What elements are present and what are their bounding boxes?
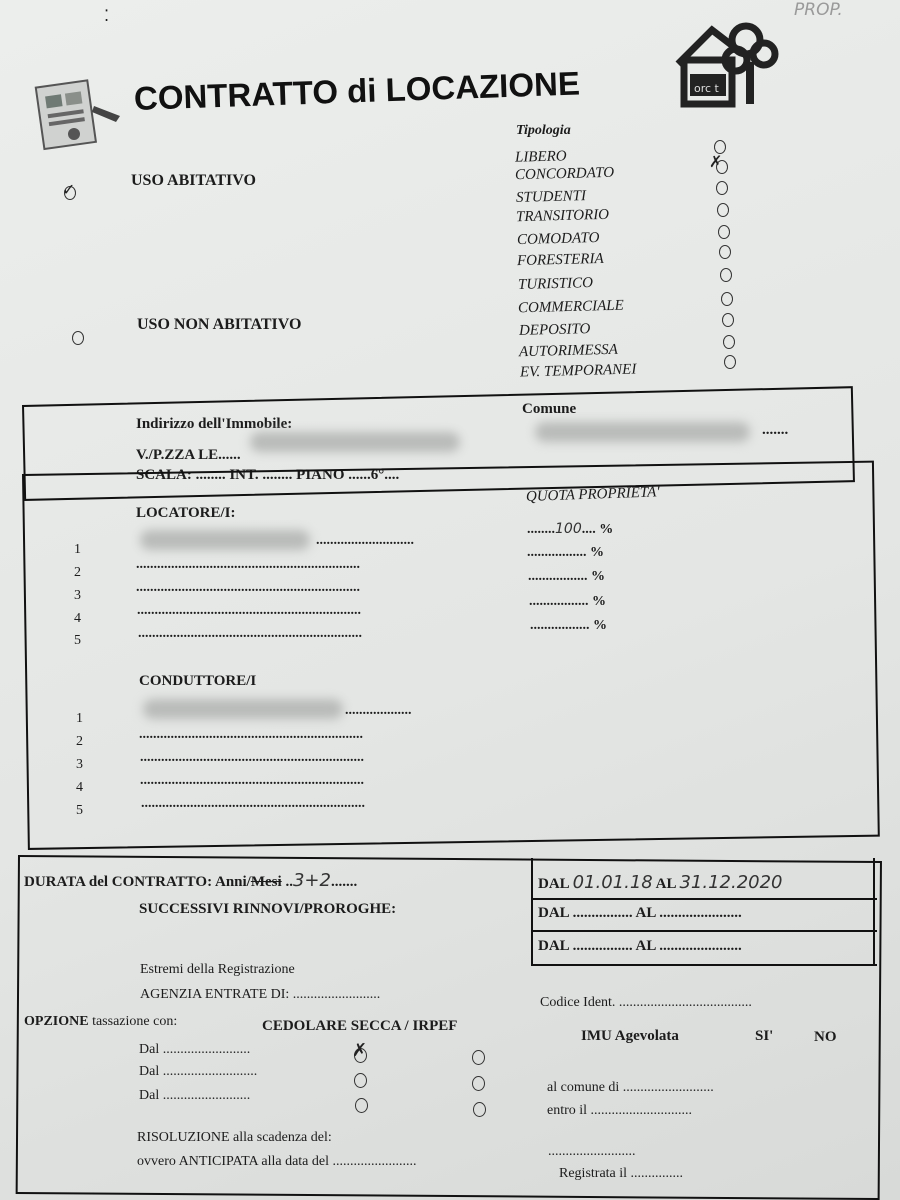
opzione-dal-3: Dal ......................... bbox=[139, 1088, 251, 1103]
opzione-row bbox=[24, 1014, 177, 1030]
top-dots: ⁚ bbox=[104, 8, 110, 25]
radio-cedolare-3[interactable] bbox=[355, 1098, 368, 1113]
document-title: CONTRATTO di LOCAZIONE bbox=[133, 64, 581, 117]
uso-abitativo-label: USO ABITATIVO bbox=[131, 172, 256, 189]
radio-irpef-1[interactable] bbox=[472, 1050, 485, 1065]
quota-heading: QUOTA PROPRIETA' bbox=[525, 484, 660, 505]
tipologia-turistico: TURISTICO bbox=[517, 275, 594, 293]
quota-handwritten-1: 100 bbox=[555, 521, 582, 537]
quota-value-1: ........ bbox=[527, 522, 555, 537]
radio-irpef-2[interactable] bbox=[472, 1076, 485, 1091]
comune-label: Comune bbox=[522, 401, 577, 417]
durata-divider bbox=[531, 858, 533, 966]
radio-autorimessa[interactable] bbox=[723, 335, 735, 349]
conduttore-row-num-3: 3 bbox=[76, 757, 83, 772]
conduttore-row-dots-1: ................... bbox=[345, 703, 412, 718]
risoluzione-label: RISOLUZIONE alla scadenza del: bbox=[137, 1130, 332, 1145]
conduttore-row-dots-4: ................................................................ bbox=[140, 773, 364, 788]
conduttore-row-dots-2: ................................................................ bbox=[139, 727, 363, 742]
quota-suffix-1: .... % bbox=[581, 522, 614, 537]
checkmark-uso-abitativo-icon: ✓ bbox=[62, 180, 76, 199]
rinnovi-label: SUCCESSIVI RINNOVI/PROROGHE: bbox=[139, 901, 397, 917]
codice-ident-label: Codice Ident. ...................................... bbox=[540, 995, 752, 1010]
dal-divider-2 bbox=[531, 930, 877, 932]
comune-dots: ....... bbox=[762, 422, 789, 438]
durata-row bbox=[24, 870, 357, 891]
conduttore-row-dots-3: ................................................................ bbox=[140, 750, 364, 765]
radio-uso-non-abitativo[interactable] bbox=[72, 331, 84, 345]
uso-non-abitativo-label: USO NON ABITATIVO bbox=[137, 316, 302, 333]
durata-dots-pre: .. bbox=[281, 874, 293, 890]
locatore-row-dots-1: ............................ bbox=[316, 533, 414, 548]
dal-value-1: 01.01.18 bbox=[572, 872, 653, 893]
dal-divider-3 bbox=[531, 964, 877, 966]
al-value-1: 31.12.2020 bbox=[679, 872, 783, 893]
imu-si-label: SI' bbox=[755, 1028, 774, 1044]
dal-row-1 bbox=[538, 872, 783, 893]
tipologia-comodato: COMODATO bbox=[516, 229, 600, 249]
cedolare-label: CEDOLARE SECCA / IRPEF bbox=[262, 1018, 458, 1034]
conduttore-heading: CONDUTTORE/I bbox=[139, 673, 257, 689]
risoluzione-dots: ......................... bbox=[548, 1144, 636, 1159]
entro-il-label: entro il ............................. bbox=[547, 1103, 693, 1118]
redacted-locatore bbox=[140, 530, 310, 550]
durata-mesi-struck: Mesi bbox=[250, 874, 282, 890]
opzione-dal-2: Dal ........................... bbox=[139, 1064, 258, 1079]
quota-row-3: ................. % bbox=[528, 569, 605, 584]
tipologia-deposito: DEPOSITO bbox=[518, 321, 591, 339]
locatore-row-dots-3: ................................................................ bbox=[136, 580, 360, 595]
tassazione-label: tassazione con: bbox=[88, 1014, 178, 1029]
redacted-conduttore bbox=[143, 699, 343, 719]
locatore-row-dots-5: ................................................................ bbox=[138, 626, 362, 641]
conduttore-row-num-2: 2 bbox=[76, 734, 83, 749]
radio-studenti[interactable] bbox=[716, 181, 728, 195]
indirizzo-label: Indirizzo dell'Immobile: bbox=[136, 416, 293, 432]
dal-label-1: DAL bbox=[538, 876, 573, 892]
dal-row-2: DAL ................ AL ...................... bbox=[538, 905, 742, 921]
tipologia-libero: LIBERO bbox=[514, 148, 567, 166]
logo-text: orc t bbox=[694, 82, 719, 95]
radio-commerciale[interactable] bbox=[721, 292, 733, 306]
quota-row-4: ................. % bbox=[529, 594, 606, 609]
conduttore-row-num-5: 5 bbox=[76, 803, 83, 818]
locatore-row-dots-4: ................................................................ bbox=[137, 603, 361, 618]
anticipata-label: ovvero ANTICIPATA alla data del ........................ bbox=[137, 1154, 417, 1169]
conduttore-row-num-1: 1 bbox=[76, 711, 83, 726]
dal-right-edge bbox=[873, 858, 875, 966]
scala-line: SCALA: ........ INT. ........ PIANO ......6°.... bbox=[136, 467, 400, 483]
registrata-il-label: Registrata il ............... bbox=[559, 1166, 684, 1181]
tipologia-commerciale: COMMERCIALE bbox=[517, 297, 625, 317]
radio-ev-temporanei[interactable] bbox=[724, 355, 736, 369]
locatore-row-num-3: 3 bbox=[74, 588, 81, 603]
locatore-row-num-5: 5 bbox=[74, 633, 81, 648]
opzione-label: OPZIONE bbox=[24, 1014, 89, 1029]
dal-row-3: DAL ................ AL ...................... bbox=[538, 938, 742, 954]
quota-row-2: ................. % bbox=[527, 545, 604, 560]
checkmark-concordato-icon: ✗ bbox=[709, 152, 723, 171]
contract-clipart-icon bbox=[34, 76, 126, 152]
radio-irpef-3[interactable] bbox=[473, 1102, 486, 1117]
tipologia-transitorio: TRANSITORIO bbox=[515, 206, 610, 226]
tipologia-studenti: STUDENTI bbox=[515, 188, 587, 206]
imu-no-label: NO bbox=[814, 1029, 837, 1045]
locatore-row-dots-2: ................................................................ bbox=[136, 557, 360, 572]
radio-comodato[interactable] bbox=[718, 225, 730, 239]
al-label-1: AL bbox=[652, 876, 680, 892]
locatore-row-num-2: 2 bbox=[74, 565, 81, 580]
radio-turistico[interactable] bbox=[720, 268, 732, 282]
tipologia-concordato: CONCORDATO bbox=[514, 164, 615, 184]
tipologia-autorimessa: AUTORIMESSA bbox=[518, 341, 619, 361]
radio-transitorio[interactable] bbox=[717, 203, 729, 217]
opzione-dal-1: Dal ......................... bbox=[139, 1042, 251, 1057]
redacted-comune bbox=[535, 422, 750, 442]
imu-label: IMU Agevolata bbox=[581, 1028, 679, 1044]
durata-value: 3+2 bbox=[292, 870, 331, 891]
agenzia-label: AGENZIA ENTRATE DI: ......................... bbox=[140, 987, 381, 1002]
radio-cedolare-2[interactable] bbox=[354, 1073, 367, 1088]
radio-foresteria[interactable] bbox=[719, 245, 731, 259]
durata-anni: Anni/ bbox=[215, 874, 251, 890]
quota-row-1 bbox=[527, 521, 613, 538]
locatore-heading: LOCATORE/I: bbox=[136, 505, 236, 521]
tipologia-foresteria: FORESTERIA bbox=[516, 250, 604, 270]
tipologia-heading: Tipologia bbox=[516, 123, 571, 138]
locatore-row-num-1: 1 bbox=[74, 542, 81, 557]
dal-divider-1 bbox=[531, 898, 877, 900]
registrazione-label: Estremi della Registrazione bbox=[140, 962, 295, 977]
corner-note: PROP. bbox=[794, 0, 843, 20]
al-comune-label: al comune di .......................... bbox=[547, 1080, 714, 1095]
redacted-address bbox=[250, 432, 460, 452]
conduttore-row-num-4: 4 bbox=[76, 780, 83, 795]
checkmark-cedolare-icon: ✗ bbox=[352, 1040, 368, 1061]
tipologia-ev-temporanei: EV. TEMPORANEI bbox=[519, 361, 637, 381]
locatore-row-num-4: 4 bbox=[74, 611, 81, 626]
radio-deposito[interactable] bbox=[722, 313, 734, 327]
house-logo-icon bbox=[672, 16, 782, 112]
via-label: V./P.ZZA LE...... bbox=[136, 447, 241, 463]
quota-row-5: ................. % bbox=[530, 618, 607, 633]
durata-dots-post: ....... bbox=[330, 874, 358, 890]
conduttore-row-dots-5: ................................................................ bbox=[141, 796, 365, 811]
durata-label: DURATA del CONTRATTO: bbox=[24, 874, 215, 890]
